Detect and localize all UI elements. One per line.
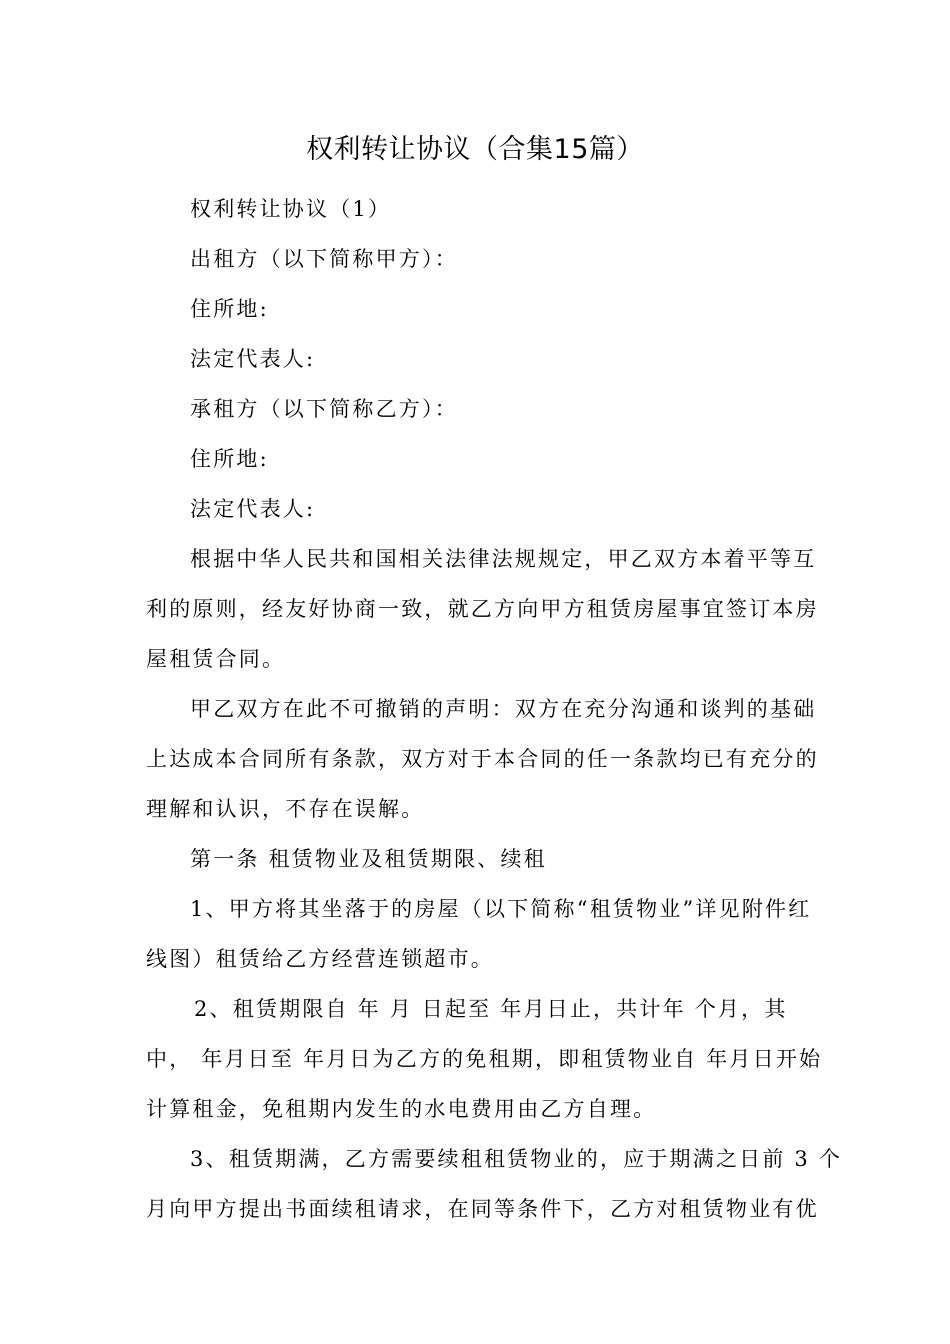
clause-line: 线图）租赁给乙方经营连锁超市。	[146, 947, 494, 971]
clause-line: 2、租赁期限自 年 月 日起至 年月日止，共计年 个月，其	[194, 997, 788, 1021]
clause-line: 1、甲方将其坐落于的房屋（以下简称“租赁物业”详见附件红	[190, 897, 812, 921]
clause-line: 计算租金，免租期内发生的水电费用由乙方自理。	[146, 1097, 657, 1121]
clause-line: 3、租赁期满，乙方需要续租租赁物业的，应于期满之日前 3 个	[190, 1147, 843, 1171]
lessee-address-label: 住所地:	[190, 447, 269, 471]
lessor-representative-label: 法定代表人:	[190, 347, 316, 371]
section-heading: 权利转让协议（1）	[190, 197, 392, 221]
lessor-label: 出租方（以下简称甲方）：	[190, 247, 458, 271]
paragraph-line: 理解和认识，不存在误解。	[146, 797, 425, 821]
paragraph-line: 屋租赁合同。	[146, 647, 286, 671]
lessor-address-label: 住所地:	[190, 297, 269, 321]
paragraph-line: 上达成本合同所有条款，双方对于本合同的任一条款均已有充分的	[146, 747, 819, 771]
clause-line: 月向甲方提出书面续租请求，在同等条件下，乙方对租赁物业有优	[146, 1197, 819, 1221]
paragraph-line: 利的原则，经友好协商一致，就乙方向甲方租赁房屋事宜签订本房	[146, 597, 819, 621]
clause-line: 中， 年月日至 年月日为乙方的免租期，即租赁物业自 年月日开始	[146, 1047, 823, 1071]
paragraph-line: 甲乙双方在此不可撤销的声明：双方在充分沟通和谈判的基础	[190, 697, 817, 721]
article-heading: 第一条 租赁物业及租赁期限、续租	[190, 847, 547, 871]
document-body	[146, 184, 843, 1234]
document-title: 权利转让协议（合集15篇）	[306, 134, 644, 165]
lessee-representative-label: 法定代表人:	[190, 497, 316, 521]
lessee-label: 承租方（以下简称乙方）：	[190, 397, 458, 421]
paragraph-line: 根据中华人民共和国相关法律法规规定，甲乙双方本着平等互	[190, 547, 817, 571]
